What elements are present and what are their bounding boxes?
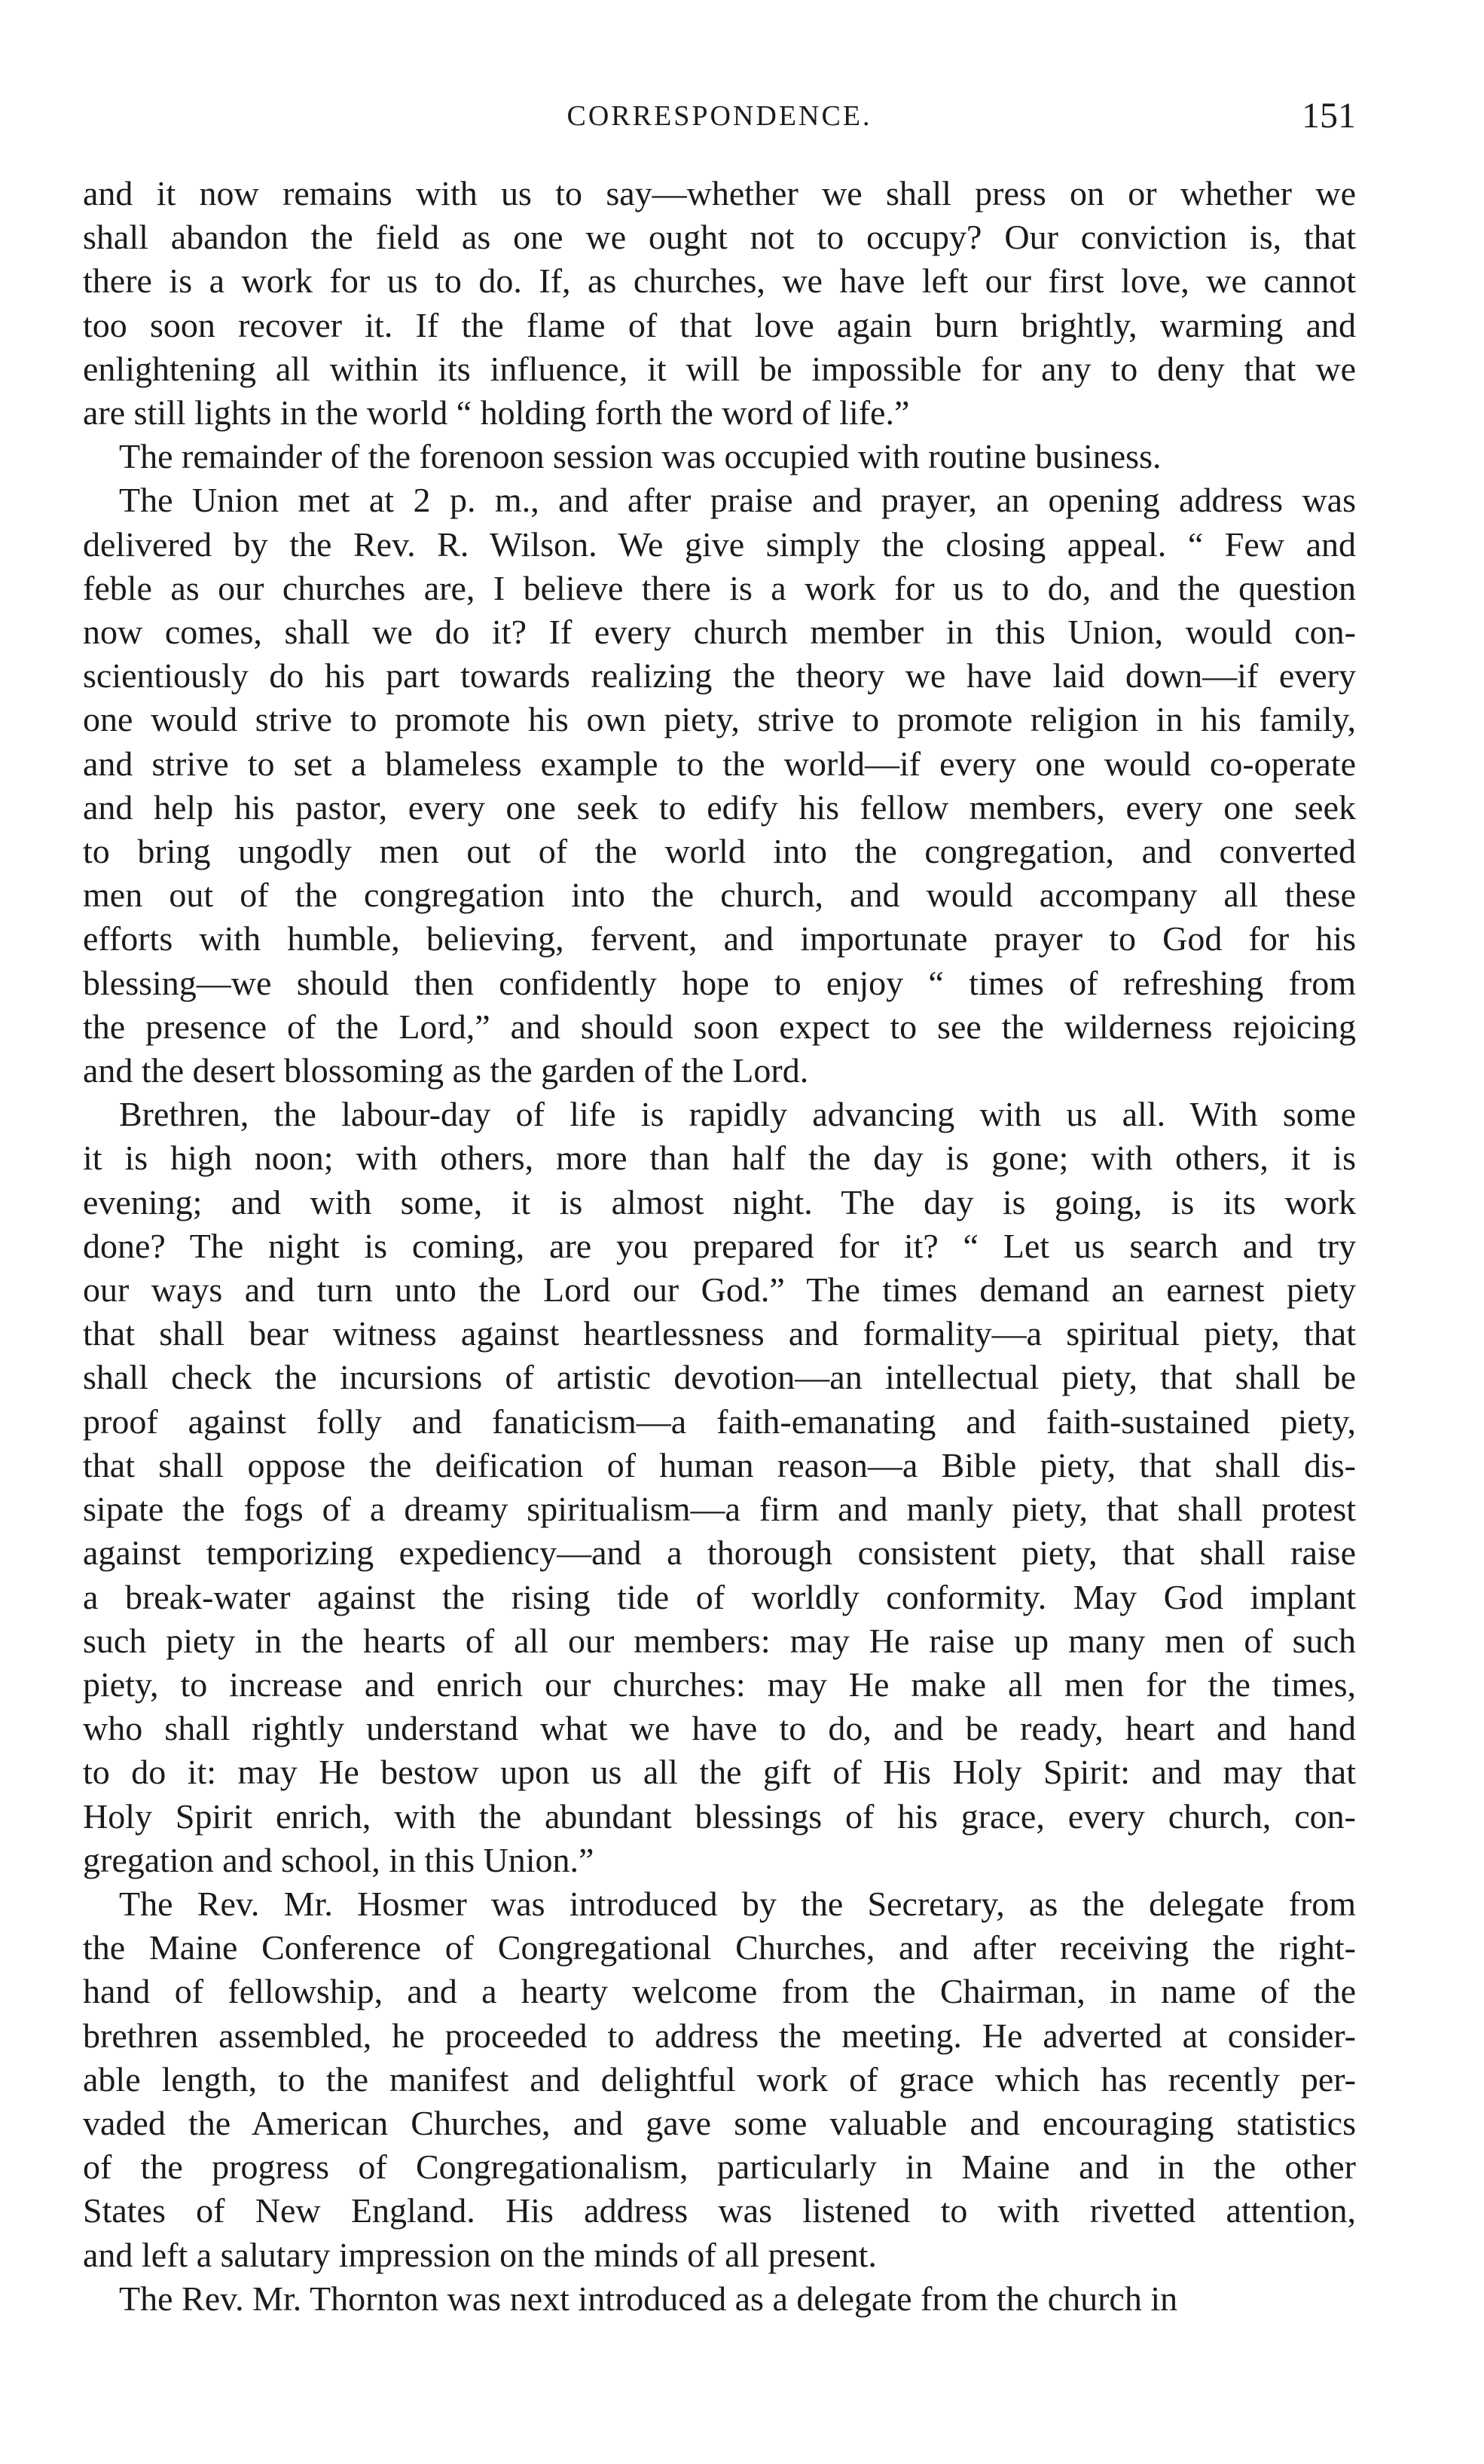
text-line: there is a work for us to do. If, as churches, we have left our first love, we cannot (83, 261, 1356, 301)
text-line: it is high noon; with others, more than half the day is gone; with others, it is (83, 1139, 1356, 1178)
text-line: and strive to set a blameless example to the world—if every one would co-operate (83, 744, 1356, 783)
text-line: feble as our churches are, I believe there is a work for us to do, and the question (83, 568, 1356, 607)
text-line: hand of fellowship, and a hearty welcome from the Chairman, in name of the (83, 1972, 1356, 2011)
text-line: to do it: may He bestow upon us all the gift of His Holy Spirit: and may that (83, 1753, 1356, 1792)
text-line: piety, to increase and enrich our churches: may He make all men for the times, (83, 1665, 1356, 1704)
text-line: one would strive to promote his own piety, strive to promote religion in his family, (83, 700, 1356, 739)
text-line: able length, to the manifest and delightful work of grace which has recently per- (83, 2059, 1356, 2099)
text-line: the Maine Conference of Congregational Churches, and after receiving the right- (83, 1928, 1356, 1967)
text-line: scientiously do his part towards realizing the theory we have laid down—if every (83, 656, 1356, 695)
text-line: Holy Spirit enrich, with the abundant blessings of his grace, every church, con- (83, 1796, 1356, 1836)
text-line: that shall oppose the deification of human reason—a Bible piety, that shall dis- (83, 1445, 1356, 1484)
text-line: such piety in the hearts of all our members: may He raise up many men of such (83, 1621, 1356, 1660)
text-line: Brethren, the labour-day of life is rapidly advancing with us all. With some (119, 1095, 1356, 1134)
paragraph (83, 1882, 1356, 2277)
text-line: shall check the incursions of artistic devotion—an intellectual piety, that shall be (83, 1358, 1356, 1397)
paragraph (83, 478, 1356, 1093)
text-line: now comes, shall we do it? If every church member in this Union, would con- (83, 613, 1356, 652)
text-line: shall abandon the field as one we ought not to occupy? Our conviction is, that (83, 218, 1356, 257)
text-line: The Rev. Mr. Hosmer was introduced by the Secretary, as the delegate from (119, 1884, 1356, 1923)
page-header (83, 93, 1356, 139)
text-line: against temporizing expediency—and a thorough consistent piety, that shall raise (83, 1533, 1356, 1573)
text-line: and it now remains with us to say—whether we shall press on or whether we (83, 174, 1356, 212)
text-line: delivered by the Rev. R. Wilson. We give simply the closing appeal. “ Few and (83, 524, 1356, 564)
running-head: CORRESPONDENCE. (566, 100, 872, 132)
text-line: a break-water against the rising tide of worldly conformity. May God implant (83, 1577, 1356, 1616)
text-line: enlightening all within its influence, it will be impossible for any to deny that we (83, 349, 1356, 388)
text-line: efforts with humble, believing, fervent, and importunate prayer to God for his (83, 919, 1356, 958)
text-line: are still lights in the world “ holding forth the word of life.” (83, 393, 910, 433)
paragraph (83, 1093, 1356, 1882)
text-line: who shall rightly understand what we have to do, and be ready, heart and hand (83, 1709, 1356, 1748)
text-line: and help his pastor, every one seek to edify his fellow members, every one seek (83, 787, 1356, 827)
paragraph (83, 435, 1356, 478)
text-line: and left a salutary impression on the minds of all present. (83, 2235, 877, 2274)
text-line: our ways and turn unto the Lord our God.” The times demand an earnest piety (83, 1270, 1356, 1310)
text-line: proof against folly and fanaticism—a faith-emanating and faith-sustained piety, (83, 1402, 1356, 1441)
page-number: 151 (1302, 96, 1356, 136)
text-line: gregation and school, in this Union.” (83, 1840, 594, 1879)
paragraph (83, 2277, 1356, 2321)
text-line: sipate the fogs of a dreamy spiritualism—a firm and manly piety, that shall protest (83, 1490, 1356, 1529)
text-line: vaded the American Churches, and gave some valuable and encouraging statistics (83, 2103, 1356, 2142)
text-line: The Rev. Mr. Thornton was next introduced as a delegate from the church in (119, 2279, 1178, 2318)
text-line: blessing—we should then confidently hope to enjoy “ times of refreshing from (83, 963, 1356, 1002)
text-line: men out of the congregation into the church, and would accompany all these (83, 876, 1356, 915)
text-line: of the progress of Congregationalism, particularly in Maine and in the other (83, 2148, 1356, 2187)
paragraph (83, 172, 1356, 435)
text-line: that shall bear witness against heartlessness and formality—a spiritual piety, that (83, 1314, 1356, 1353)
body-text (83, 172, 1356, 2321)
text-line: States of New England. His address was listened to with rivetted attention, (83, 2191, 1356, 2230)
text-line: too soon recover it. If the flame of that love again burn brightly, warming and (83, 305, 1356, 344)
text-line: The remainder of the forenoon session was occupied with routine business. (119, 437, 1162, 476)
text-line: the presence of the Lord,” and should soon expect to see the wilderness rejoicing (83, 1007, 1356, 1046)
text-line: done? The night is coming, are you prepared for it? “ Let us search and try (83, 1226, 1356, 1265)
text-line: to bring ungodly men out of the world into the congregation, and converted (83, 832, 1356, 871)
text-line: and the desert blossoming as the garden of the Lord. (83, 1051, 809, 1090)
text-line: evening; and with some, it is almost night. The day is going, is its work (83, 1182, 1356, 1221)
text-line: brethren assembled, he proceeded to address the meeting. He adverted at consider- (83, 2016, 1356, 2055)
text-line: The Union met at 2 p. m., and after praise and prayer, an opening address was (119, 481, 1356, 520)
